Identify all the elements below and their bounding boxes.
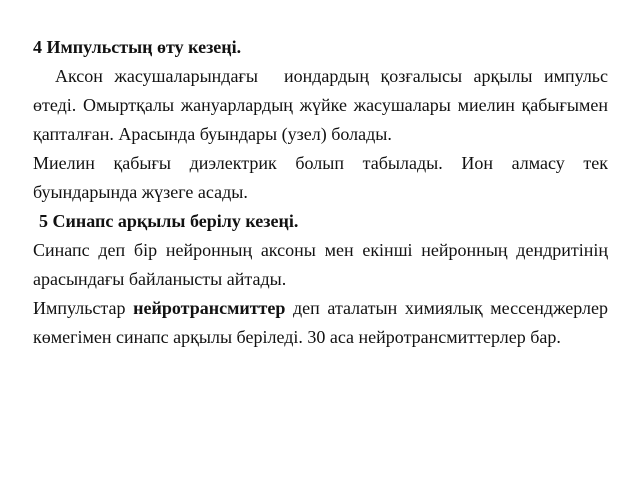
section-5-p2-after: деп аталатын химиялық мессенджерлер көмегімен синапс арқылы беріледі. 30 аса нейротрансмиттерлер бар. [33, 298, 609, 347]
section-5-paragraph-1: Синапс деп бір нейронның аксоны мен екінші нейронның дендритінің арасындағы байланысты айтады. [33, 240, 608, 289]
section-4-paragraph-2: Миелин қабығы диэлектрик болып табылады. Ион алмасу тек буындарында жүзеге асады. [33, 153, 608, 202]
section-4-paragraph-1 [33, 62, 608, 149]
section-5-heading: 5 Синапс арқылы берілу кезеңі. [39, 211, 299, 231]
section-5-p2-before: Импульстар [33, 298, 126, 318]
section-4-p1-part1: Аксон жасушаларындағы [55, 66, 258, 86]
section-5-paragraph-2 [33, 294, 608, 352]
neurotransmitter-term: нейротрансмиттер [133, 298, 286, 318]
section-4-heading: 4 Импульстың өту кезеңі. [33, 37, 242, 57]
section-4-p1-part2: иондардың қозғалысы арқылы импульс өтеді. Омыртқалы жануарлардың жүйке жасушалары миелин қабығымен қапталған. Арасында буындары (узел) болады. [33, 66, 608, 144]
